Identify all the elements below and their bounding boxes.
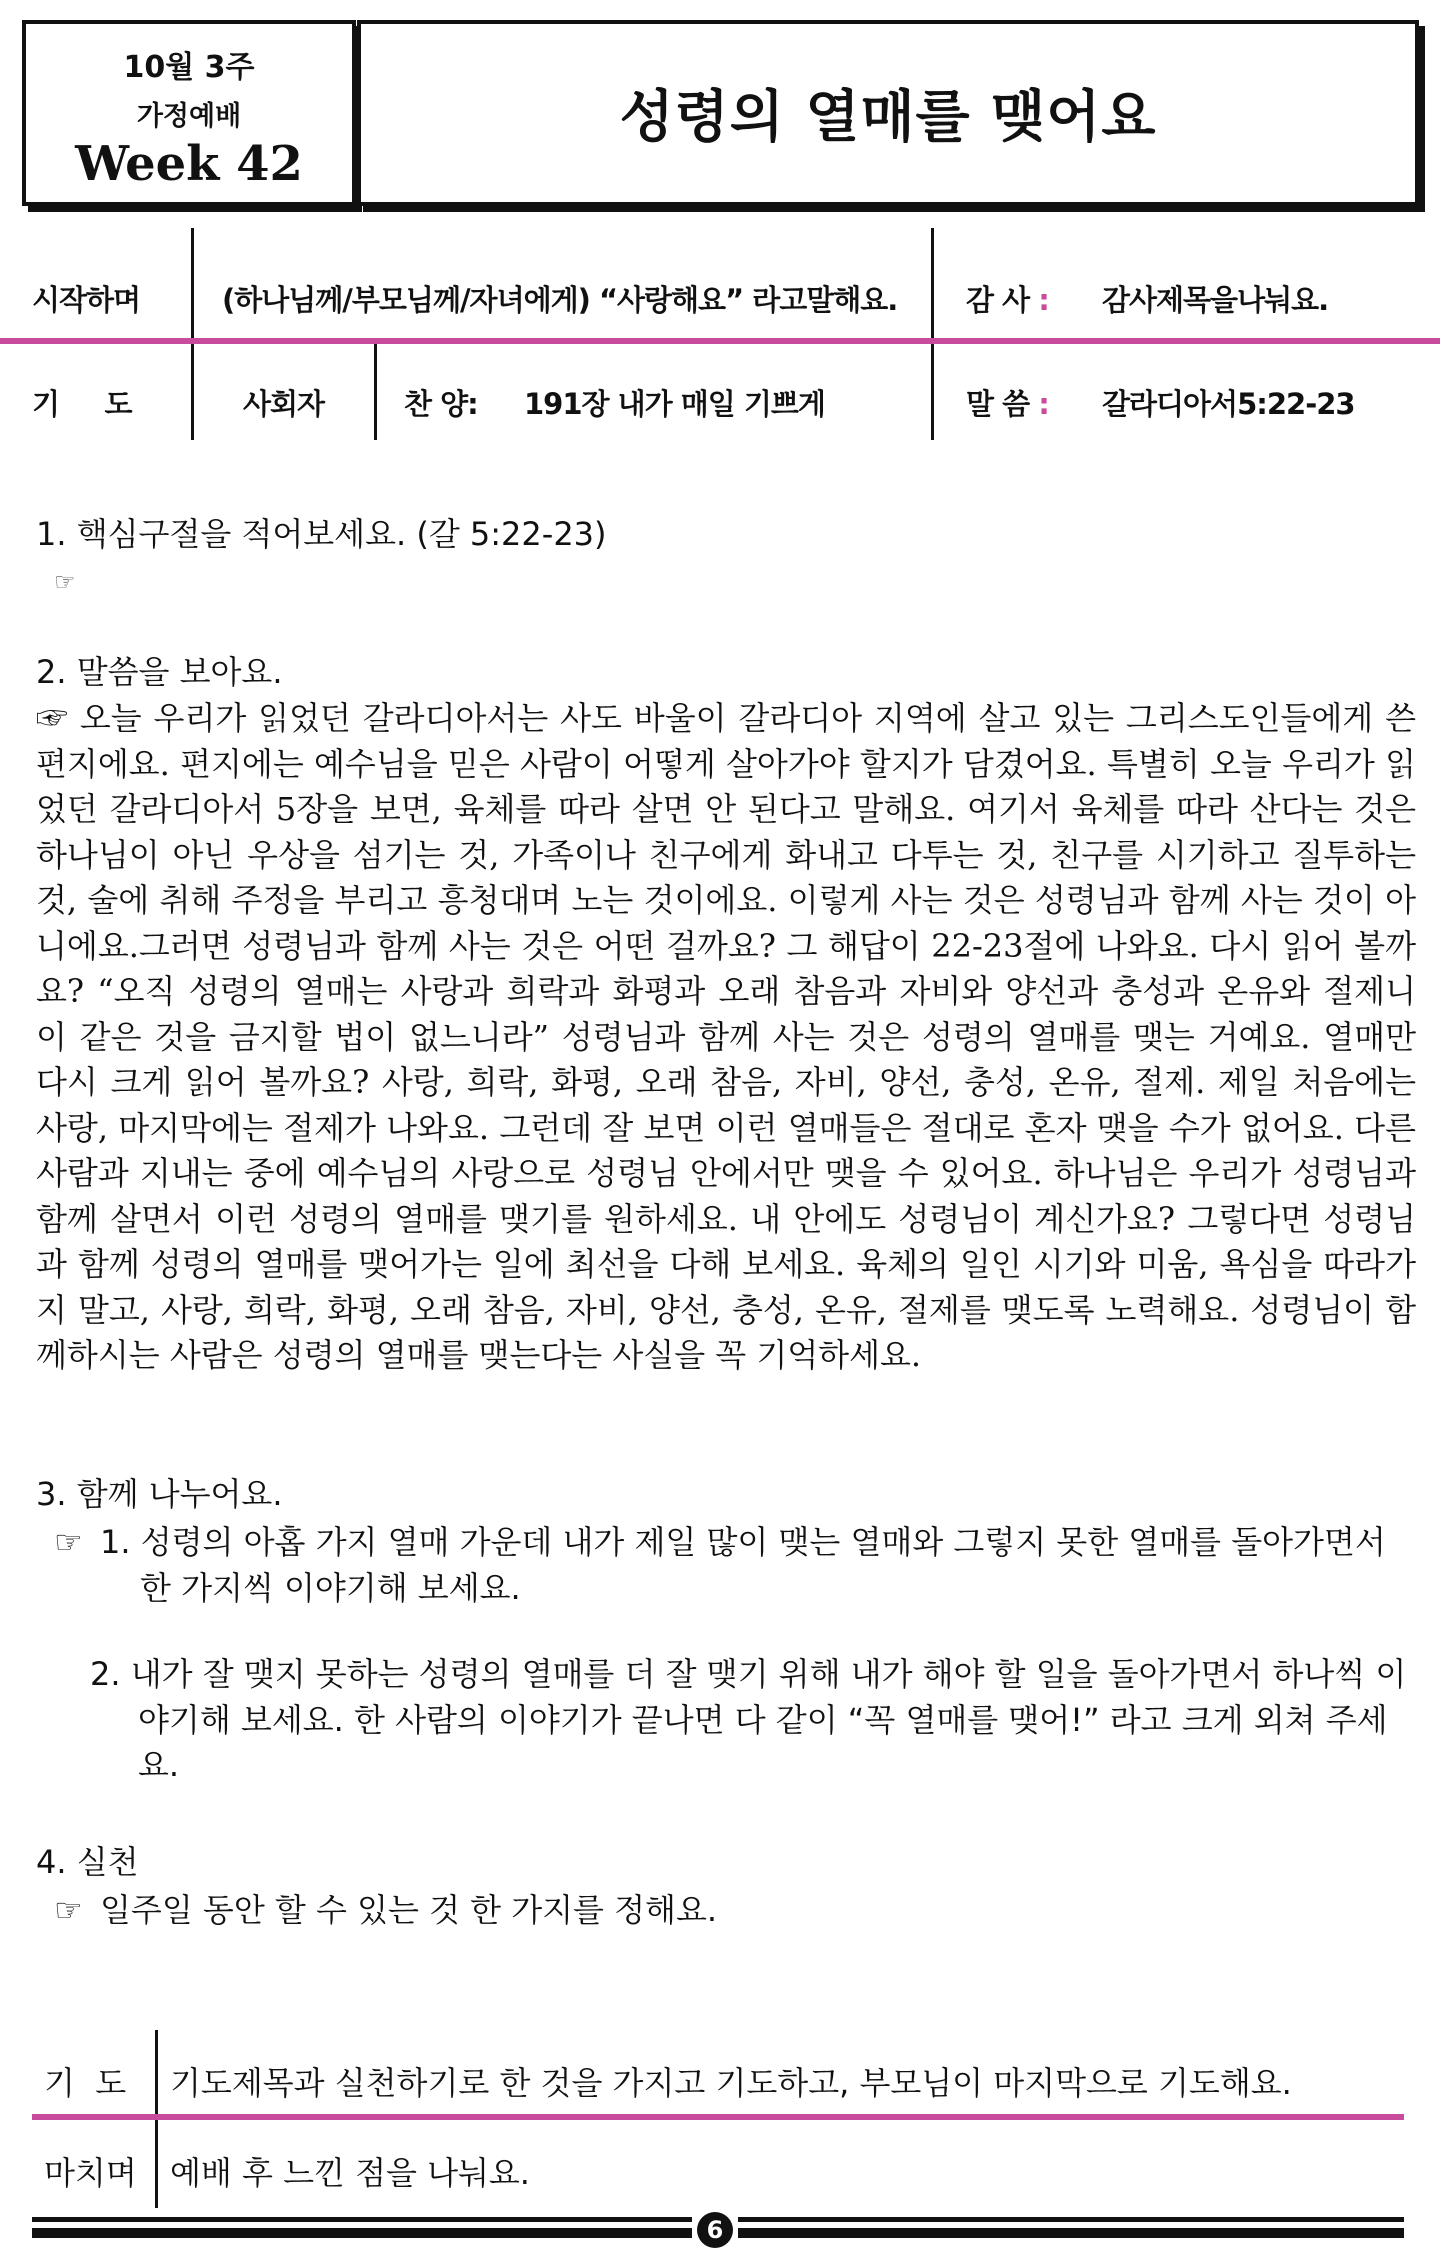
thanks-colon: : [1038,283,1049,317]
week-info-box [22,20,356,206]
footer-rule [32,2228,692,2238]
closing-prayer-label: 기 도 [44,2064,127,2102]
hymn-text: 191장 내가 매일 기쁘게 [524,387,825,421]
section-4-title: 4. 실천 [36,1843,139,1881]
word-label: 말 씀 [966,387,1030,421]
week-date: 10월 3주 [123,50,255,85]
footer-rule [32,2217,692,2222]
page-title: 성령의 열매를 맺어요 [619,85,1157,150]
word-cell [966,382,1049,423]
week-number: Week 42 [75,136,303,192]
closing-text: 예배 후 느낀 점을 나눠요. [170,2154,530,2192]
closing-label: 마치며 [44,2154,137,2192]
section-2-body: ☞ 오늘 우리가 읽었던 갈라디아서는 사도 바울이 갈라디아 지역에 살고 있는 그리스도인들에게 쓴 편지에요. 편지에는 예수님을 믿은 사람이 어떻게 살아가야 할지가 담겼어요. 특별히 오늘 우리가 읽었던 갈라디아서 5장을 보면, 육체를 따라 살면 안 된다고 말해요. 여기서 육체를 따라 산다는 것은 하나님이 아닌 우상을 섬기는 것, 가족이나 친구에게 화내고 다투는 것, 친구를 시기하고 질투하는 것, 술에 취해 주정을 부리고 흥청대며 노는 것이에요. 이렇게 사는 것은 성령님과 함께 사는 것이 아니에요.그러면 성령님과 함께 사는 것은 어떤 걸까요? 그 해답이 22-23절에 나와요. 다시 읽어 볼까요? “오직 성령의 열매는 사랑과 희락과 화평과 오래 참음과 자비와 양선과 충성과 온유와 절제니 이 같은 것을 금지할 법이 없느니라” 성령님과 함께 사는 것은 성령의 열매를 맺는 거예요. 열매만 다시 크게 읽어 볼까요? 사랑, 희락, 화평, 오래 참음, 자비, 양선, 충성, 온유, 절제. 제일 처음에는 사랑, 마지막에는 절제가 나와요. 그런데 잘 보면 이런 열매들은 절대로 혼자 맺을 수가 없어요. 다른 사람과 지내는 중에 예수님의 사랑으로 성령님 안에서만 맺을 수 있어요. 하나님은 우리가 성령님과 함께 살면서 이런 성령의 열매를 맺기를 원하세요. 내 안에도 성령님이 계신가요? 그렇다면 성령님과 함께 성령의 열매를 맺어가는 일에 최선을 다해 보세요. 육체의 일인 시기와 미움, 욕심을 따라가지 말고, 사랑, 희락, 화평, 오래 참음, 자비, 양선, 충성, 온유, 절제를 맺도록 노력해요. 성령님이 함께하시는 사람은 성령의 열매를 맺는다는 사실을 꼭 기억하세요. [36,699,1416,1374]
discussion-item-2: 2. 내가 잘 맺지 못하는 성령의 열매를 더 잘 맺기 위해 내가 해야 할 일을 돌아가면서 하나씩 이야기해 보세요. 한 사람의 이야기가 끝나면 다 같이 “꼭 열매를 맺어!” 라고 크게 외쳐 주세요. [90,1655,1407,1784]
start-text: (하나님께/부모님께/자녀에게) “사랑해요” 라고말해요. [222,283,898,317]
discussion-item-1: 1. 성령의 아홉 가지 열매 가운데 내가 제일 많이 맺는 열매와 그렇지 못한 열매를 돌아가면서 한 가지씩 이야기해 보세요. [100,1523,1386,1607]
closing-prayer-text: 기도제목과 실천하기로 한 것을 가지고 기도하고, 부모님이 마지막으로 기도해요. [170,2064,1292,2102]
pink-divider [32,2114,1404,2120]
worship-type: 가정예배 [136,101,242,132]
pink-divider [0,338,1440,344]
footer-rule [738,2228,1404,2238]
section-3-title: 3. 함께 나누어요. [36,1475,283,1513]
thanks-text: 감사제목을나눠요. [1102,283,1329,317]
divider [191,344,194,440]
footer-rule [738,2217,1404,2222]
title-box [357,20,1419,206]
section-2-title: 2. 말씀을 보아요. [36,653,283,691]
divider [191,228,194,338]
leader-label: 사회자 [243,387,325,421]
thanks-label: 감 사 [966,283,1030,317]
prayer-label: 기 도 [32,387,132,421]
page-number: 6 [697,2212,733,2248]
practice-text: 일주일 동안 할 수 있는 것 한 가지를 정해요. [100,1891,718,1929]
pointer-icon: ☞ [54,568,76,596]
divider [374,344,377,440]
start-label: 시작하며 [32,283,141,317]
hymn-label: 찬 양: [404,387,478,421]
word-text: 갈라디아서5:22-23 [1102,387,1355,421]
divider [155,2120,158,2208]
thanks-cell [966,278,1049,319]
pointer-icon: ☞ [54,1891,83,1929]
section-1-title: 1. 핵심구절을 적어보세요. (갈 5:22-23) [36,515,607,553]
word-colon: : [1038,387,1049,421]
divider [155,2030,158,2116]
pointer-icon: ☞ [54,1523,83,1561]
divider [931,344,934,440]
divider [931,228,934,338]
